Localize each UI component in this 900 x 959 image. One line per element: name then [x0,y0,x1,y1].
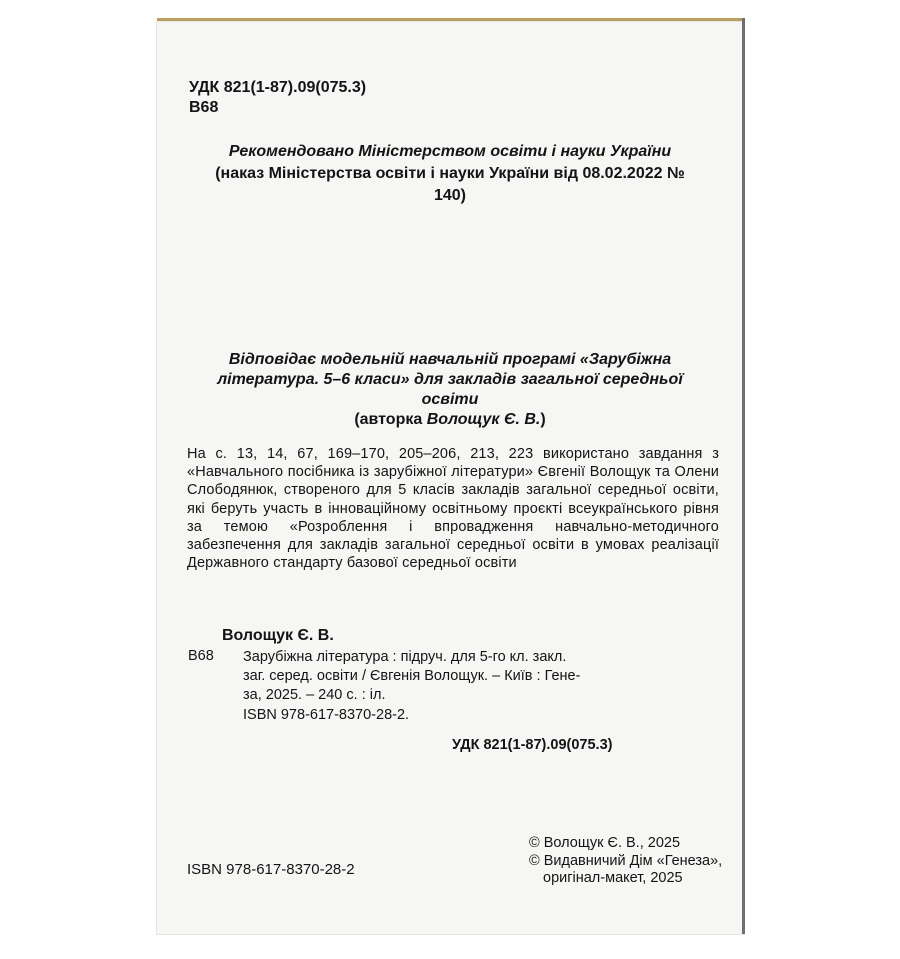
udk-code: УДК 821(1-87).09(075.3) [189,79,367,96]
copyright-layout: оригінал-макет, 2025 [543,870,683,886]
recommendation-text: Рекомендовано Міністерством освіти і науки України [228,143,672,160]
catalog-description [243,648,623,705]
catalog-description-line-1: Зарубіжна література : підруч. для 5-го кл. закл. [243,649,567,665]
catalog-code: В68 [188,648,214,664]
catalog-description-line-3: за, 2025. – 240 с. : іл. [243,687,386,703]
isbn-footer: ISBN 978-617-8370-28-2 [187,861,355,878]
program-line-1: Відповідає модельній навчальній програмі «Зарубіжна [228,351,672,368]
program-line-2: література. 5–6 класи» для закладів загальної середньої освіти [217,371,683,408]
ministry-recommendation [200,141,700,207]
catalog-description-line-2: заг. серед. освіти / Євгенія Волощук. – Київ : Гене- [243,668,581,684]
copyright-publisher: © Видавничий Дім «Генеза», [529,852,723,869]
copyright-author: © Волощук Є. В., 2025 [529,835,681,851]
page-right-edge [742,18,745,934]
library-code: В68 [189,99,219,116]
program-line-3 [200,410,700,430]
catalog-udk: УДК 821(1-87).09(075.3) [452,737,613,753]
udk-header [189,78,366,118]
copyright-block [529,835,722,888]
recommendation-order: (наказ Міністерства освіти і науки України від 08.02.2022 № 140) [215,165,685,204]
catalog-isbn: ISBN 978-617-8370-28-2. [243,707,410,723]
program-author-name: Волощук Є. В. [426,411,541,428]
catalog-author: Волощук Є. В. [222,627,334,644]
program-author-suffix: ) [540,411,546,428]
usage-notice-paragraph: На с. 13, 14, 67, 169–170, 205–206, 213, 223 використано завдання з «Навчального посібника із зарубіжної літератури» Євгенії Волощук та Олени Слободянюк, створеного для 5 класів закладів загальної середньої освіти, які беруть участь в інноваційному освітньому проєкті всеукраїнського рівня за темою «Розроблення і впровадження навчально-методичного забезпечення для закладів загальної середньої освіти в умовах реалізації Державного стандарту базової середньої освіти [187,446,719,572]
program-author-prefix: (авторка [354,411,427,428]
program-compliance [200,350,700,430]
